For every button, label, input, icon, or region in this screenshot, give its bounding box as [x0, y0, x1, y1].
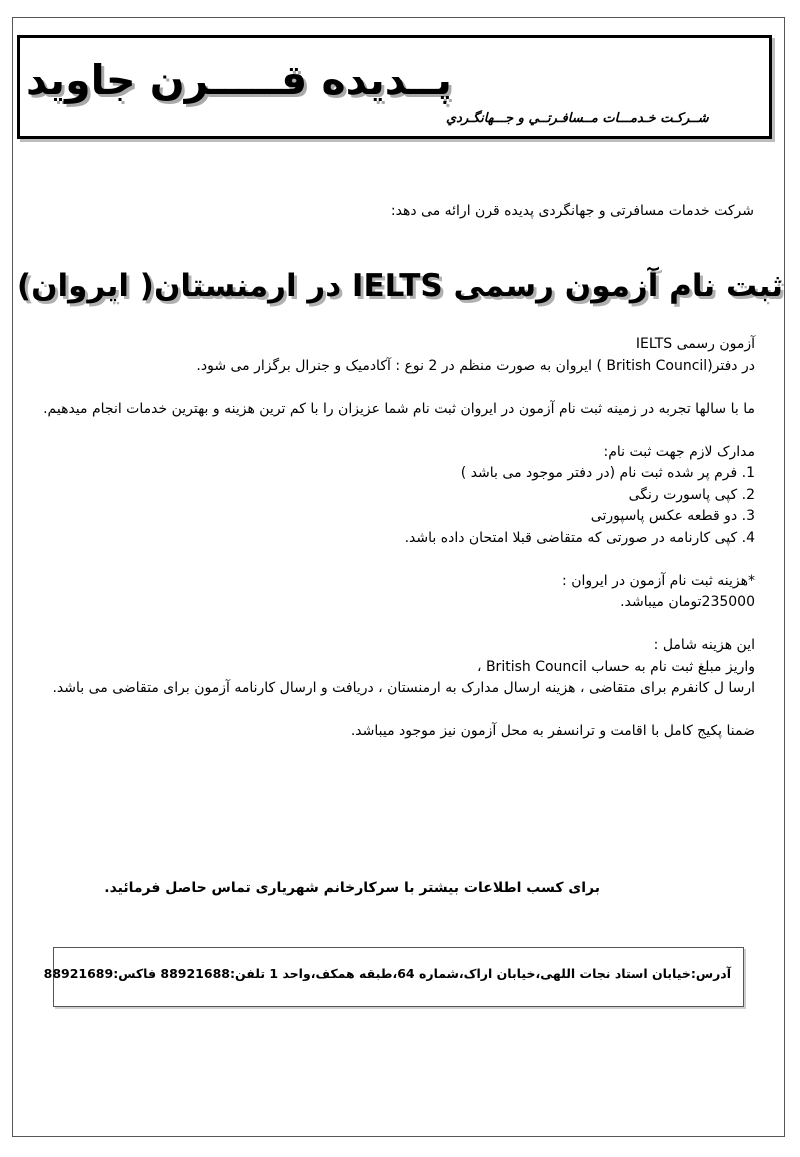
doc-item-2: 2. کپی پاسورت رنگی: [628, 486, 755, 503]
exam-line: آزمون رسمی IELTS: [635, 336, 755, 352]
company-name: پــدیده قـــــرن جاوید: [26, 56, 452, 104]
page-title: ثبت نام آزمون رسمی IELTS در ارمنستان( ایروان): [16, 268, 784, 304]
docs-heading: مدارک لازم جهت ثبت نام:: [603, 443, 755, 460]
experience-paragraph: ما با سالها تجربه در زمینه ثبت نام آزمون در ایروان ثبت نام شما عزیزان را با کم ترین هزینه و بهترین خدمات انجام میدهیم.: [43, 400, 755, 417]
includes-line-1: واریز مبلغ ثبت نام به حساب British Council ،: [476, 658, 755, 675]
body-text: [42, 334, 755, 743]
contact-line: برای کسب اطلاعات بیشتر با سرکارخانم شهریاری تماس حاصل فرمائید.: [104, 880, 600, 896]
includes-heading: این هزینه شامل :: [653, 637, 755, 653]
package-line: ضمنا پکیج کامل با اقامت و ترانسفر به محل آزمون نیز موجود میباشد.: [350, 723, 755, 739]
doc-item-3: 3. دو قطعه عکس پاسپورتی: [590, 508, 755, 524]
company-tagline: شــرکـت خـدمـــات مــسافـرتــي و جـــهانگـردي: [446, 111, 709, 126]
doc-item-1: 1. فرم پر شده ثبت نام (در دفتر موجود می باشد ): [460, 465, 755, 481]
intro-text: شرکت خدمات مسافرتی و جهانگردی پدیده قرن ارائه می دهد:: [390, 203, 754, 219]
fee-value: 235000تومان میباشد.: [620, 594, 755, 610]
address-box: [43, 947, 744, 1007]
doc-item-4: 4. کپی کارنامه در صورتی که متقاضی قبلا امتحان داده باشد.: [404, 529, 755, 546]
exam-details: در دفتر(British Council ) ایروان به صورت منظم در 2 نوع : آکادمیک و جنرال برگزار می شود.: [196, 357, 755, 374]
address-text: آدرس:خیابان استاد نجات اللهی،خیابان اراک،شماره 64،طبقه همکف،واحد 1 تلفن:88921688 فاکس:88921689: [43, 966, 731, 981]
fee-heading: *هزینه ثبت نام آزمون در ایروان :: [562, 572, 755, 589]
includes-line-2: ارسا ل کانفرم برای متقاضی ، هزینه ارسال مدارک به ارمنستان ، دریافت و ارسال کارنامه آزمون برای متقاضی می باشد.: [52, 680, 755, 696]
